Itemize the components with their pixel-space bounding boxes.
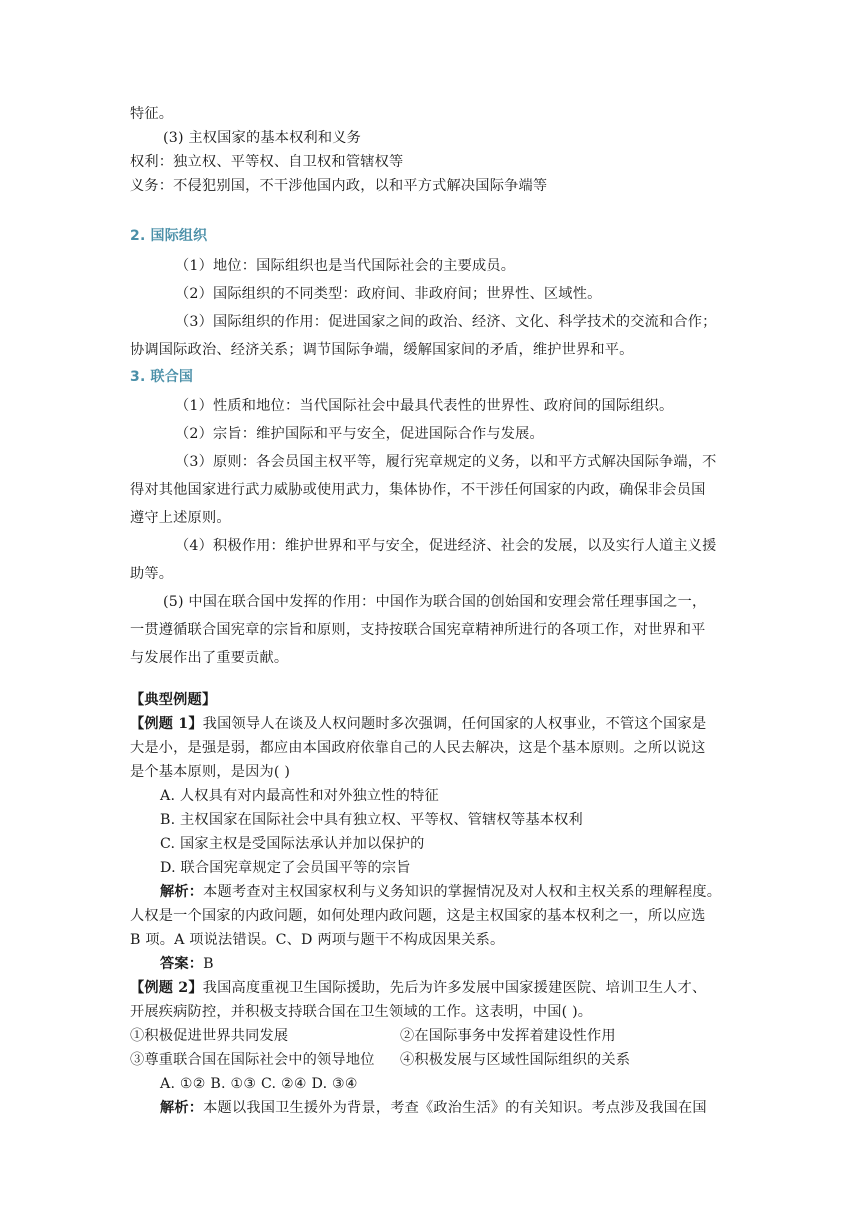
analysis-tag: 解析：: [160, 1100, 204, 1116]
text-line: 人权是一个国家的内政问题，如何处理内政问题，这是主权国家的基本权利之一，所以应选: [130, 908, 706, 924]
example-2-text: 我国高度重视卫生国际援助，先后为许多发展中国家援建医院、培训卫生人才、: [202, 980, 707, 996]
section-heading: 2. 国际组织: [130, 228, 208, 244]
answer-line: [160, 954, 214, 974]
text-line: 是个基本原则，是因为( ): [130, 764, 291, 780]
option-a: A. 人权具有对内最高性和对外独立性的特征: [160, 788, 439, 804]
option-d: D. 联合国宪章规定了会员国平等的宗旨: [160, 860, 411, 876]
analysis-text: 本题以我国卫生援外为背景，考查《政治生活》的有关知识。考点涉及我国在国: [203, 1100, 707, 1116]
section-title: 【典型例题】: [130, 692, 217, 708]
text-line: （4）积极作用：维护世界和平与安全，促进经济、社会的发展，以及实行人道主义援: [175, 538, 717, 554]
option-3: ③尊重联合国在国际社会中的领导地位: [130, 1052, 375, 1068]
text-line: 大是小，是强是弱，都应由本国政府依靠自己的人民去解决，这是个基本原则。之所以说这: [130, 740, 706, 756]
choices-line: A. ①② B. ①③ C. ②④ D. ③④: [160, 1076, 358, 1092]
example-2-tag: 【例题 2】: [130, 980, 203, 996]
text-line: （3）原则：各会员国主权平等，履行宪章规定的义务，以和平方式解决国际争端，不: [175, 454, 717, 470]
text-line: （1）性质和地位：当代国际社会中最具代表性的世界性、政府间的国际组织。: [175, 398, 674, 414]
analysis-line: [160, 882, 721, 902]
text-line: 协调国际政治、经济关系；调节国际争端，缓解国家间的矛盾，维护世界和平。: [130, 342, 634, 358]
text-line: （1）地位：国际组织也是当代国际社会的主要成员。: [175, 258, 516, 274]
option-4: ④积极发展与区域性国际组织的关系: [400, 1052, 631, 1068]
text-line: 开展疾病防控，并积极支持联合国在卫生领域的工作。这表明，中国( )。: [130, 1004, 593, 1020]
options-row: [130, 1026, 616, 1046]
answer-value: B: [203, 956, 214, 972]
analysis-tag: 解析：: [160, 884, 204, 900]
example-1-line: [130, 714, 706, 734]
example-2-line: [130, 978, 706, 998]
text-line: 义务：不侵犯别国，不干涉他国内政，以和平方式解决国际争端等: [130, 178, 548, 194]
text-line: (5) 中国在联合国中发挥的作用：中国作为联合国的创始国和安理会常任理事国之一，: [163, 594, 707, 610]
option-2: ②在国际事务中发挥着建设性作用: [400, 1028, 616, 1044]
example-1-tag: 【例题 1】: [130, 716, 203, 732]
answer-tag: 答案：: [160, 956, 204, 972]
text-line: B 项。A 项说法错误。C、D 两项与题干不构成因果关系。: [130, 932, 505, 948]
text-line: 得对其他国家进行武力威胁或使用武力，集体协作，不干涉任何国家的内政，确保非会员国: [130, 482, 706, 498]
option-b: B. 主权国家在国际社会中具有独立权、平等权、管辖权等基本权利: [160, 812, 583, 828]
text-line: 遵守上述原则。: [130, 510, 231, 526]
example-1-text: 我国领导人在谈及人权问题时多次强调，任何国家的人权事业，不管这个国家是: [202, 716, 707, 732]
text-line: 与发展作出了重要贡献。: [130, 650, 289, 666]
text-line: 助等。: [130, 566, 174, 582]
section-heading: 3. 联合国: [130, 369, 194, 385]
option-c: C. 国家主权是受国际法承认并加以保护的: [160, 836, 425, 852]
text-line: （3）国际组织的作用：促进国家之间的政治、经济、文化、科学技术的交流和合作；: [175, 314, 717, 330]
text-line: （2）宗旨：维护国际和平与安全，促进国际合作与发展。: [175, 426, 544, 442]
analysis-text: 本题考查对主权国家权利与义务知识的掌握情况及对人权和主权关系的理解程度。: [203, 884, 722, 900]
text-line: (3) 主权国家的基本权利和义务: [163, 130, 362, 146]
option-1: ①积极促进世界共同发展: [130, 1028, 289, 1044]
text-line: （2）国际组织的不同类型：政府间、非政府间；世界性、区域性。: [175, 286, 602, 302]
text-line: 权利：独立权、平等权、自卫权和管辖权等: [130, 154, 404, 170]
text-line: 一贯遵循联合国宪章的宗旨和原则，支持按联合国宪章精神所进行的各项工作，对世界和平: [130, 622, 706, 638]
options-row: [130, 1050, 630, 1070]
analysis-line: [160, 1098, 707, 1118]
text-line: 特征。: [130, 106, 174, 122]
